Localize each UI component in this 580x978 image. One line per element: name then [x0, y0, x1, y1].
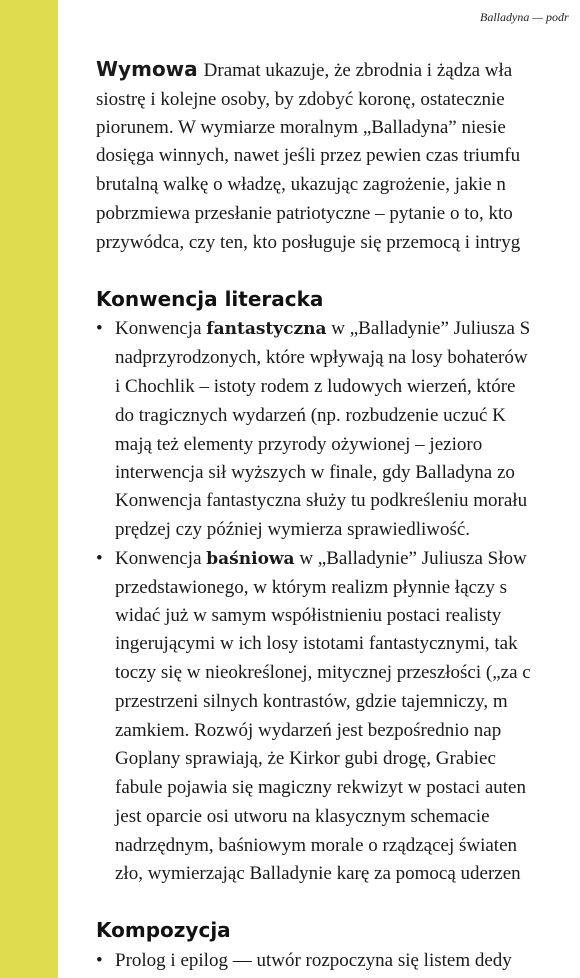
item-line: do tragicznych wydarzeń (np. rozbudzenie uczuć K: [115, 405, 506, 426]
wymowa-line: dosięga winnych, nawet jeśli przez pewien czas triumfu: [96, 145, 521, 166]
bullet-marker: •: [96, 548, 103, 569]
item-line: i Chochlik – istoty rodem z ludowych wierzeń, które: [115, 376, 516, 397]
item-line: mają też elementy przyrody ożywionej – jezioro: [115, 434, 483, 455]
item-line: jest oparcie osi utworu na klasycznym schemacie: [115, 806, 490, 827]
wymowa-first-line: [96, 57, 512, 83]
running-head: Balladyna — podr: [480, 10, 569, 24]
item-line: widać już w samym współistnieniu postaci realisty: [115, 605, 502, 626]
section-heading-kompozycja: Kompozycja: [96, 918, 231, 942]
keyword-basniowa: baśniowa: [206, 549, 295, 569]
item-text: w „Balladynie” Juliusza Słow: [294, 548, 527, 569]
wymowa-line: piorunem. W wymiarze moralnym „Balladyna” niesie: [96, 117, 506, 138]
item-line: Konwencja fantastyczna służy tu podkreśleniu morału: [115, 490, 528, 511]
kompozycja-item: Prolog i epilog — utwór rozpoczyna się listem dedy: [115, 950, 512, 971]
item-line: prędzej czy później wymierza sprawiedliwość.: [115, 519, 471, 540]
wymowa-line: pobrzmiewa przesłanie patriotyczne – pytanie o to, kto: [96, 203, 513, 224]
item-text: w „Balladynie” Juliusza S: [326, 318, 531, 339]
item-line: przedstawionego, w którym realizm płynnie łączy s: [115, 577, 508, 598]
item-line: fabule pojawia się magiczny rekwizyt w postaci auten: [115, 777, 526, 798]
item-line: nadprzyrodzonych, które wpływają na losy bohaterów: [115, 347, 528, 368]
item-line: Goplany sprawiają, że Kirkor gubi drogę, Grabiec: [115, 748, 496, 769]
item-text: Konwencja: [115, 548, 207, 569]
bullet-marker: •: [96, 950, 103, 971]
bullet-marker: •: [96, 318, 103, 339]
konwencja-item-fantastyczna: [115, 317, 530, 341]
section-heading-konwencja: Konwencja literacka: [96, 287, 324, 311]
wymowa-text: Dramat ukazuje, że zbrodnia i żądza wła: [203, 60, 513, 81]
konwencja-item-basniowa: [115, 547, 527, 571]
wymowa-line: przywódca, czy ten, kto posługuje się przemocą i intryg: [96, 232, 521, 253]
page-content: [96, 0, 580, 978]
item-line: nadrzędnym, baśniowym morale o rządzącej światen: [115, 835, 518, 856]
item-line: zamkiem. Rozwój wydarzeń jest bezpośrednio nap: [115, 720, 502, 741]
item-line: zło, wymierzając Balladynie karę za pomocą uderzen: [115, 863, 521, 884]
section-heading-wymowa: Wymowa: [96, 57, 198, 81]
wymowa-line: siostrę i kolejne osoby, by zdobyć koronę, ostatecznie: [96, 89, 505, 110]
color-sidebar: [0, 0, 58, 978]
item-line: ingerującymi w ich losy istotami fantastycznymi, tak: [115, 633, 518, 654]
wymowa-line: brutalną walkę o władzę, ukazując zagrożenie, jakie n: [96, 174, 506, 195]
item-line: interwencja sił wyższych w finale, gdy Balladyna zo: [115, 462, 515, 483]
item-line: przestrzeni silnych kontrastów, gdzie tajemniczy, m: [115, 691, 508, 712]
item-line: toczy się w nieokreślonej, mitycznej przeszłości („za c: [115, 662, 531, 683]
item-text: Konwencja: [115, 318, 207, 339]
keyword-fantastyczna: fantastyczna: [206, 319, 327, 339]
